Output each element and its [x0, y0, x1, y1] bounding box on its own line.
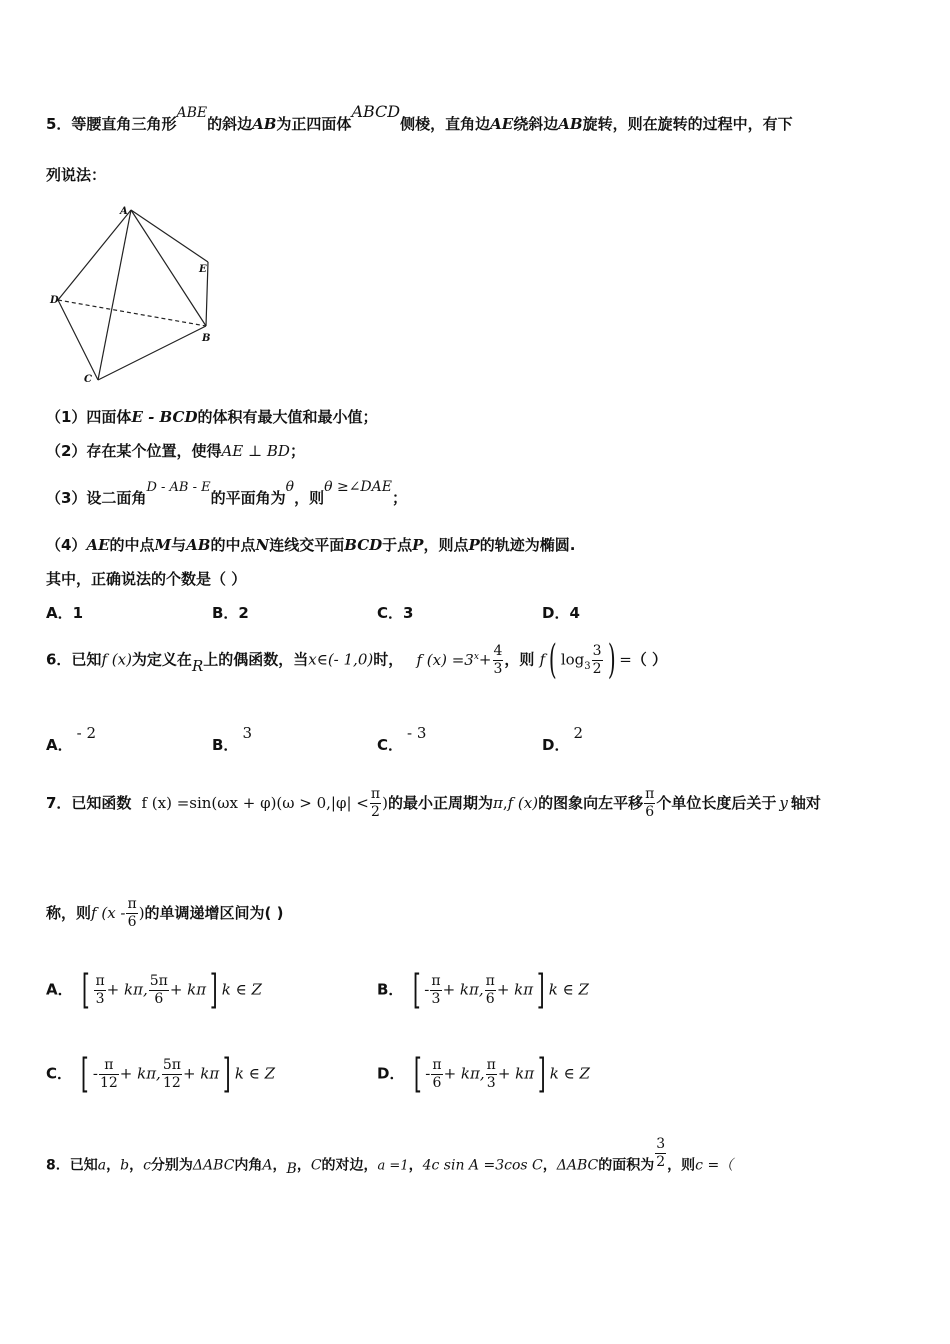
q7-den: 2 — [371, 804, 380, 820]
tetrahedron-figure — [48, 202, 218, 387]
q5-math: N — [255, 536, 270, 554]
q7-math: + kπ — [497, 1064, 535, 1083]
q6-math: R — [191, 656, 204, 675]
q8-math: c =（ — [695, 1157, 734, 1174]
q7-fraction — [99, 1057, 119, 1092]
q7-math: k ∈ Z — [234, 1064, 275, 1083]
q6-stem — [46, 637, 667, 683]
q7-stem-line2 — [46, 896, 283, 931]
q7-num: π — [95, 972, 105, 989]
q6-value: 3 — [242, 724, 252, 742]
q6-text: 上的偶函数，当 — [203, 650, 309, 669]
q6-bracket: ) — [607, 637, 616, 683]
q7-math: y — [779, 794, 788, 812]
q7-math: + kπ, — [119, 1064, 161, 1083]
q7-math: , — [502, 794, 508, 812]
q5-text: 的平面角为 — [210, 489, 286, 507]
q7-text: 的单调递增区间为( ) — [144, 904, 284, 922]
edge-AD — [58, 210, 131, 300]
q5-math: P — [468, 536, 480, 554]
q7-math: π — [492, 794, 503, 812]
q7-num: 5π — [149, 972, 168, 989]
q7-bracket: [ — [81, 1051, 89, 1097]
q7-num: π — [431, 972, 441, 989]
label-A: A — [120, 206, 128, 217]
q6-option-c[interactable] — [377, 722, 427, 754]
q6-fraction — [493, 643, 504, 678]
q7-num: π — [99, 1057, 119, 1075]
q6-text: （ ） — [631, 650, 667, 669]
q5-text: 侧棱，直角边 — [400, 115, 491, 133]
edge-CB — [98, 326, 206, 380]
q5-math: θ ≥∠DAE — [324, 479, 392, 495]
edge-AC — [98, 210, 131, 380]
q5-text: ； — [392, 489, 408, 507]
q7-option-c[interactable] — [46, 1051, 275, 1097]
q5-option-d[interactable]: D．4 — [542, 604, 580, 622]
label-C: C — [84, 374, 92, 385]
q6-label: B． — [212, 736, 239, 754]
q7-den: 12 — [99, 1074, 118, 1091]
q7-math: + kπ, — [442, 980, 484, 999]
q5-text: （4） — [46, 536, 87, 554]
q6-math: = — [619, 650, 632, 669]
q7-den: 3 — [486, 1074, 496, 1091]
q8-math: a — [97, 1157, 107, 1174]
q7-math: + kπ — [182, 1064, 220, 1083]
q5-math: AE ⊥ BD — [221, 442, 290, 460]
q7-math: + kπ, — [443, 1064, 485, 1083]
q5-text: ，则 — [294, 489, 325, 507]
q6-value: - 3 — [407, 724, 427, 742]
q7-option-b[interactable] — [377, 967, 589, 1013]
q6-bracket: ( — [549, 637, 557, 683]
q5-ab: AB — [252, 115, 277, 133]
q5-text: 的中点 — [109, 536, 155, 554]
q5-text: 连线交平面 — [269, 536, 345, 554]
q7-fraction — [162, 1057, 182, 1092]
q7-fraction — [94, 973, 105, 1008]
q6-label: A． — [46, 736, 73, 754]
q7-sign: - — [92, 1064, 98, 1083]
q6-math: f (x) — [101, 650, 132, 669]
q6-text: 6．已知 — [46, 650, 102, 669]
q7-bracket: [ — [412, 967, 421, 1013]
q7-fraction — [486, 1057, 497, 1092]
q5-text: 的体积有最大值和最小值； — [197, 408, 378, 426]
q5-option-a[interactable]: A．1 — [46, 604, 84, 622]
q8-math: B — [286, 1160, 297, 1177]
q8-text: 内角 — [234, 1157, 263, 1174]
q7-fraction — [126, 896, 137, 931]
q6-domain: x∈(- 1,0) — [308, 650, 374, 669]
q6-value: 2 — [573, 724, 583, 742]
q8-text: 8．已知 — [46, 1157, 98, 1174]
q6-label: D． — [542, 736, 570, 754]
q5-text: 与 — [171, 536, 187, 554]
q5-text: 旋转，则在旋转的过程中，有下 — [582, 115, 793, 133]
q5-text: （2）存在某个位置，使得 — [46, 442, 222, 460]
q5-option-c[interactable]: C．3 — [377, 604, 414, 622]
q7-math: ) — [382, 794, 388, 812]
q5-statement-4 — [46, 534, 575, 555]
q7-den: 3 — [431, 990, 441, 1007]
q5-triangle: ABE — [176, 105, 208, 121]
q5-ae: AE — [490, 115, 514, 133]
q7-fraction — [149, 973, 169, 1008]
q7-math: + kπ, — [106, 980, 148, 999]
q6-option-d[interactable] — [542, 722, 583, 754]
q7-text: 轴对 — [790, 794, 821, 812]
q6-text: 时， — [373, 650, 404, 669]
q7-text: 称，则 — [46, 904, 92, 922]
q7-bracket: [ — [81, 967, 90, 1013]
q8-den: 2 — [656, 1154, 666, 1170]
q7-function: f (x) =sin(ωx + φ)(ω > 0,|φ| < — [141, 794, 369, 812]
q5-text: （3）设二面角 — [46, 489, 147, 507]
q6-num: 3 — [592, 642, 602, 659]
q6-option-a[interactable] — [46, 722, 96, 754]
q7-fraction — [431, 1057, 442, 1092]
q7-bracket: ] — [223, 1051, 231, 1097]
q7-text: 个单位长度后关于 — [656, 794, 777, 812]
q5-text: 于点 — [382, 536, 413, 554]
q8-math: ΔABC — [192, 1157, 235, 1174]
q7-math: k ∈ Z — [549, 1064, 590, 1083]
q6-math: f — [539, 650, 546, 669]
q7-label: A． — [46, 980, 73, 999]
q6-text: ，则 — [504, 650, 535, 669]
q8-text: 分别为 — [150, 1157, 193, 1174]
q5-tetrahedron: ABCD — [351, 102, 401, 121]
q6-math: + — [478, 650, 492, 669]
q7-num: 5π — [162, 1056, 181, 1073]
q7-text: 7．已知函数 — [46, 794, 132, 812]
q5-math: AB — [186, 536, 211, 554]
q7-label: C． — [46, 1064, 73, 1083]
q7-option-d[interactable] — [377, 1051, 590, 1097]
q5-text: （1）四面体 — [46, 408, 132, 426]
q7-bracket: ] — [538, 1051, 546, 1097]
q7-num: π — [645, 786, 655, 802]
q5-statement-1 — [46, 406, 377, 427]
q8-fraction — [655, 1136, 666, 1171]
q5-text: 为正四面体 — [276, 115, 352, 133]
q5-math: AE — [86, 536, 110, 554]
q7-den: 6 — [485, 990, 495, 1007]
q7-den: 6 — [127, 914, 137, 930]
q5-math: M — [154, 536, 172, 554]
edge-DC — [58, 300, 98, 380]
q7-option-a[interactable] — [46, 967, 262, 1013]
q7-fraction — [370, 786, 381, 821]
edge-DB — [58, 300, 206, 326]
q7-bracket: ] — [210, 967, 218, 1013]
edge-AE — [131, 210, 208, 262]
q5-math: E - BCD — [131, 408, 198, 426]
q7-den: 6 — [645, 804, 655, 820]
q6-math: 3 — [584, 660, 591, 672]
q7-fraction — [485, 973, 496, 1008]
q7-num: π — [486, 1056, 496, 1073]
q7-fraction — [430, 973, 441, 1008]
q8-text: ， — [542, 1157, 557, 1174]
q8-text: 的对边， — [321, 1157, 378, 1174]
label-B: B — [202, 333, 211, 344]
q5-text: 的中点 — [210, 536, 256, 554]
q6-log-fraction — [592, 643, 603, 678]
label-D: D — [50, 295, 59, 306]
q7-den: 12 — [162, 1074, 181, 1091]
q7-num: π — [485, 972, 495, 989]
q5-statement-3 — [46, 479, 408, 508]
q7-bracket: ] — [537, 967, 545, 1013]
q5-math: D - AB - E — [146, 480, 211, 495]
q8-num: 3 — [656, 1136, 666, 1152]
q8-math: 4c sin A =3cos C — [422, 1157, 543, 1174]
q7-bracket: [ — [413, 1051, 422, 1097]
q8-text: ，则 — [667, 1157, 696, 1174]
q6-math: f (x) =3 — [416, 650, 474, 669]
q7-math: + kπ — [496, 980, 534, 999]
q5-text: ； — [289, 442, 305, 460]
q7-text: 的图象向左平移 — [538, 794, 644, 812]
q7-sign: - — [424, 980, 430, 999]
q8-math: a =1 — [377, 1158, 409, 1174]
q8-text: ， — [296, 1157, 311, 1174]
q6-den: 2 — [592, 660, 602, 677]
q5-line1 — [46, 102, 793, 134]
q8-text: ， — [129, 1157, 144, 1174]
q5-text: 的轨迹为椭圆. — [479, 536, 576, 554]
q7-math: ) — [138, 904, 145, 922]
q8-text: ， — [106, 1157, 121, 1174]
q6-math: log — [560, 650, 585, 669]
q7-math: f (x - — [91, 904, 126, 922]
q6-num: 4 — [493, 642, 503, 659]
q8-math: c — [143, 1157, 151, 1174]
q7-math: f (x) — [507, 794, 539, 812]
q6-den: 3 — [493, 660, 503, 677]
q5-text: 绕斜边 — [513, 115, 559, 133]
q5-text: 5．等腰直角三角形 — [46, 115, 177, 133]
q8-text: ， — [272, 1157, 287, 1174]
q7-sign: - — [425, 1064, 431, 1083]
q6-option-b[interactable] — [212, 722, 252, 754]
q5-ab: AB — [558, 115, 583, 133]
q5-question: 其中，正确说法的个数是（ ） — [46, 570, 247, 588]
q7-den: 3 — [95, 990, 105, 1007]
q7-label: B． — [377, 980, 404, 999]
q7-shift-fraction — [644, 786, 655, 821]
q7-num: π — [432, 1056, 442, 1073]
q7-den: 6 — [432, 1074, 442, 1091]
q8-text: ， — [408, 1157, 423, 1174]
q5-math: θ — [285, 479, 295, 495]
label-E: E — [199, 264, 207, 275]
q8-stem — [46, 1136, 734, 1183]
q6-text: 为定义在 — [131, 650, 192, 669]
q6-value: - 2 — [76, 724, 96, 742]
q5-option-b[interactable]: B．2 — [212, 604, 249, 622]
q7-label: D． — [377, 1064, 405, 1083]
q5-text: ，则点 — [423, 536, 469, 554]
q5-math: BCD — [344, 536, 383, 554]
q7-den: 6 — [154, 990, 164, 1007]
q5-math: P — [412, 536, 424, 554]
q5-text: 的斜边 — [207, 115, 253, 133]
q8-math: A — [262, 1157, 273, 1174]
q8-math: b — [120, 1157, 130, 1174]
q8-math: ΔABC — [556, 1157, 599, 1174]
q5-statement-2 — [46, 440, 305, 461]
q8-text: 的面积为 — [598, 1157, 655, 1174]
q6-label: C． — [377, 736, 404, 754]
q7-text: 的最小正周期为 — [387, 794, 493, 812]
q7-math: + kπ — [169, 980, 207, 999]
q7-num: π — [370, 786, 381, 802]
q6-math: x — [473, 651, 479, 662]
q7-math: k ∈ Z — [548, 980, 589, 999]
q5-line2: 列说法： — [46, 166, 107, 184]
q7-stem-line1 — [46, 786, 821, 821]
q7-num: π — [127, 896, 137, 912]
q7-math: k ∈ Z — [221, 980, 262, 999]
edge-AB — [131, 210, 206, 326]
q8-math: C — [310, 1157, 322, 1174]
